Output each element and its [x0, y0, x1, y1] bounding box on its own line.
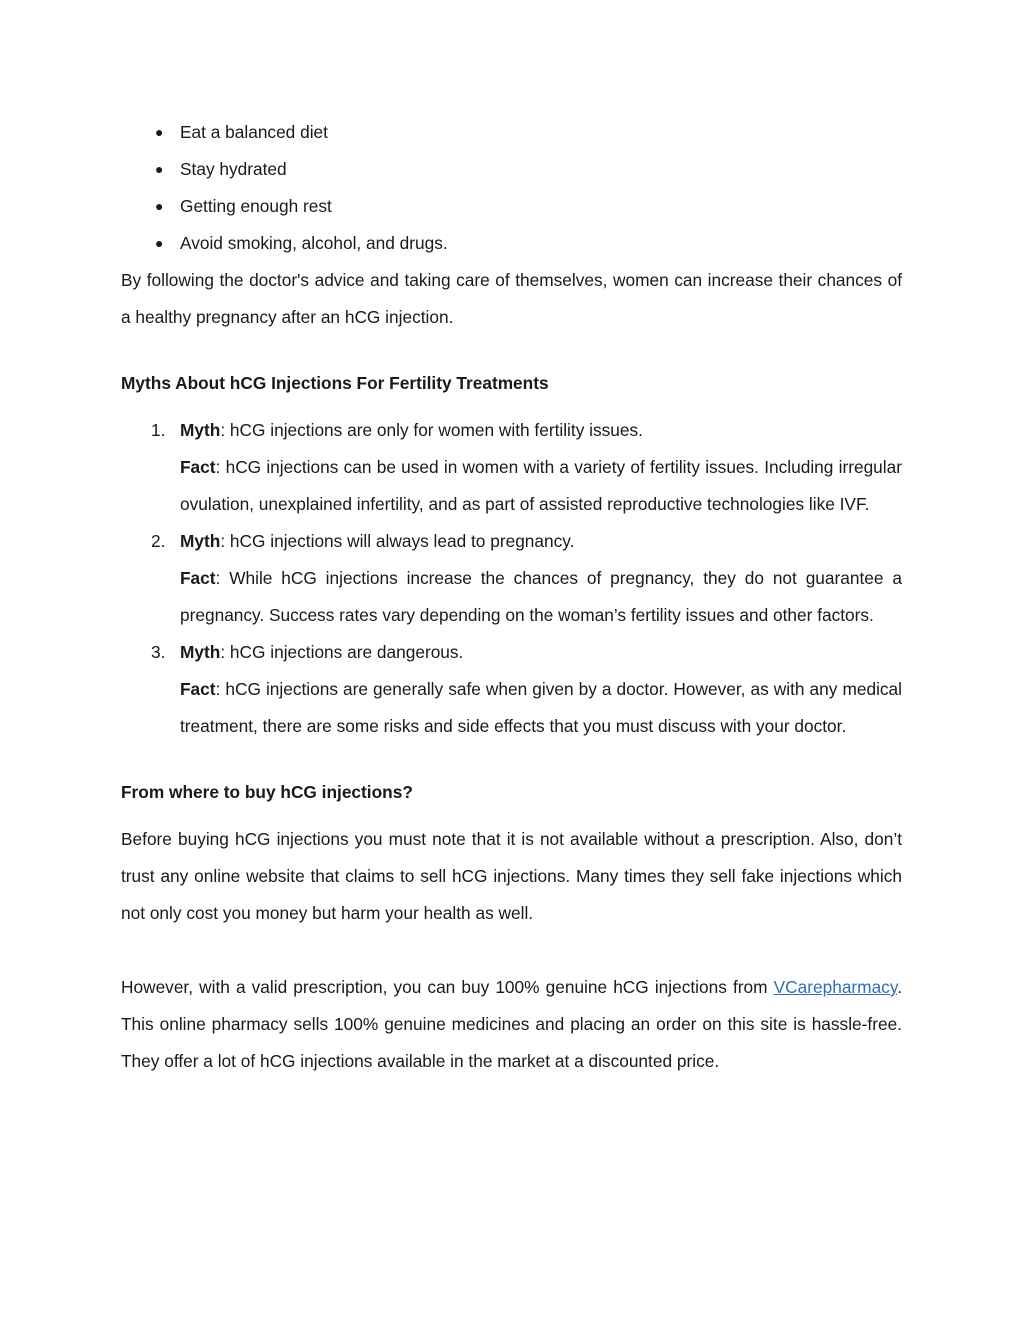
buy-heading: From where to buy hCG injections?	[121, 782, 413, 802]
myth-statement	[180, 523, 902, 560]
myth-label: Myth	[180, 642, 221, 662]
myth-statement	[180, 412, 902, 449]
myth-label: Myth	[180, 531, 221, 551]
myth-item	[121, 523, 902, 634]
myth-number: 1.	[151, 420, 166, 440]
myth-text: : hCG injections are only for women with fertility issues.	[220, 420, 643, 440]
myth-item	[121, 412, 902, 523]
myth-item	[121, 634, 902, 745]
list-item	[121, 114, 902, 151]
bullet-icon: ●	[155, 124, 164, 140]
paragraph-spacer	[121, 932, 902, 969]
list-item	[121, 225, 902, 262]
buy-paragraph-warning: Before buying hCG injections you must note that it is not available without a prescription. Also, don’t trust any online website that claims to sell hCG injections. Many times they sell fake injections which not only cost you money but harm your health as well.	[121, 829, 902, 923]
myth-label: Myth	[180, 420, 221, 440]
fact-text: : hCG injections can be used in women with a variety of fertility issues. Including irregular ovulation, unexplained infertility, and as part of assisted reproductive technologies like IVF.	[180, 457, 902, 514]
myth-number: 2.	[151, 531, 166, 551]
bullet-text: Avoid smoking, alcohol, and drugs.	[180, 233, 448, 253]
myths-list	[121, 412, 902, 745]
bullet-icon: ●	[155, 198, 164, 214]
fact-label: Fact	[180, 568, 216, 588]
buy-paragraph-pharmacy	[121, 969, 902, 1080]
vcarepharmacy-link[interactable]: VCarepharmacy	[773, 977, 898, 997]
myth-number: 3.	[151, 642, 166, 662]
fact-text: : While hCG injections increase the chances of pregnancy, they do not guarantee a pregnancy. Success rates vary depending on the woman’s fertility issues and other factors.	[180, 568, 902, 625]
myths-heading: Myths About hCG Injections For Fertility Treatments	[121, 373, 549, 393]
myth-statement	[180, 634, 902, 671]
myth-text: : hCG injections will always lead to pregnancy.	[220, 531, 575, 551]
fact-statement	[180, 560, 902, 634]
fact-text: : hCG injections are generally safe when given by a doctor. However, as with any medical treatment, there are some risks and side effects that you must discuss with your doctor.	[180, 679, 902, 736]
list-item	[121, 188, 902, 225]
bullet-text: Eat a balanced diet	[180, 122, 328, 142]
document-page	[121, 114, 902, 1080]
buy-text-before-link: However, with a valid prescription, you can buy 100% genuine hCG injections from	[121, 977, 774, 997]
bullet-text: Stay hydrated	[180, 159, 287, 179]
bullet-icon: ●	[155, 235, 164, 251]
bullet-icon: ●	[155, 161, 164, 177]
fact-statement	[180, 449, 902, 523]
tips-bullet-list	[121, 114, 902, 262]
list-item	[121, 151, 902, 188]
intro-paragraph: By following the doctor's advice and taking care of themselves, women can increase their chances of a healthy pregnancy after an hCG injection.	[121, 270, 902, 327]
myth-text: : hCG injections are dangerous.	[220, 642, 464, 662]
fact-statement	[180, 671, 902, 745]
buy-text-after-link: . This online pharmacy sells 100% genuine medicines and placing an order on this site is hassle-free. They offer a lot of hCG injections available in the market at a discounted price.	[121, 977, 902, 1071]
fact-label: Fact	[180, 457, 216, 477]
fact-label: Fact	[180, 679, 216, 699]
bullet-text: Getting enough rest	[180, 196, 332, 216]
